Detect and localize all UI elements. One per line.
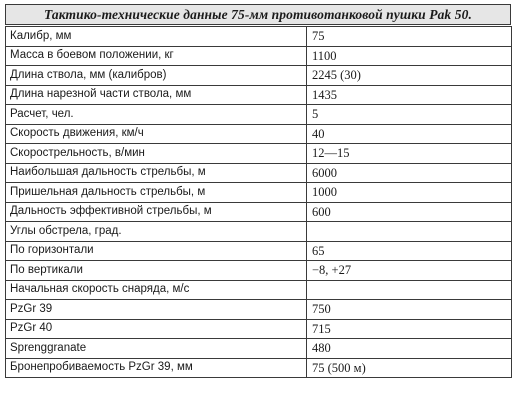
param-label: Калибр, мм xyxy=(6,27,307,47)
param-label: PzGr 39 xyxy=(6,300,307,320)
table-row xyxy=(6,261,512,281)
param-value: 480 xyxy=(307,339,512,359)
param-label: Пришельная дальность стрельбы, м xyxy=(6,183,307,203)
table-row xyxy=(6,46,512,66)
param-value: 12—15 xyxy=(307,144,512,164)
param-label: Масса в боевом положении, кг xyxy=(6,46,307,66)
param-label: Дальность эффективной стрельбы, м xyxy=(6,202,307,222)
param-label: Длина ствола, мм (калибров) xyxy=(6,66,307,86)
table-row xyxy=(6,163,512,183)
param-value: 600 xyxy=(307,202,512,222)
param-value xyxy=(307,280,512,300)
param-value xyxy=(307,222,512,242)
param-value: 40 xyxy=(307,124,512,144)
table-row xyxy=(6,222,512,242)
specs-table xyxy=(5,26,512,378)
param-value: 1000 xyxy=(307,183,512,203)
param-value: 750 xyxy=(307,300,512,320)
table-row xyxy=(6,85,512,105)
table-row xyxy=(6,124,512,144)
param-label: По горизонтали xyxy=(6,241,307,261)
table-row xyxy=(6,202,512,222)
param-label: Начальная скорость снаряда, м/с xyxy=(6,280,307,300)
param-value: 1435 xyxy=(307,85,512,105)
param-label: PzGr 40 xyxy=(6,319,307,339)
param-value: 1100 xyxy=(307,46,512,66)
specs-sheet xyxy=(5,4,511,378)
table-row xyxy=(6,66,512,86)
param-label: Скорость движения, км/ч xyxy=(6,124,307,144)
param-label: По вертикали xyxy=(6,261,307,281)
param-value: 75 xyxy=(307,27,512,47)
table-row xyxy=(6,280,512,300)
table-row xyxy=(6,144,512,164)
table-row xyxy=(6,27,512,47)
param-value: 5 xyxy=(307,105,512,125)
param-value: 715 xyxy=(307,319,512,339)
param-label: Наибольшая дальность стрельбы, м xyxy=(6,163,307,183)
param-label: Длина нарезной части ствола, мм xyxy=(6,85,307,105)
table-row xyxy=(6,339,512,359)
param-value: 75 (500 м) xyxy=(307,358,512,378)
table-row xyxy=(6,105,512,125)
param-value: 2245 (30) xyxy=(307,66,512,86)
table-row xyxy=(6,300,512,320)
param-label: Расчет, чел. xyxy=(6,105,307,125)
param-value: 6000 xyxy=(307,163,512,183)
param-value: −8, +27 xyxy=(307,261,512,281)
table-row xyxy=(6,319,512,339)
table-row xyxy=(6,241,512,261)
specs-table-body xyxy=(6,27,512,378)
table-title: Тактико-технические данные 75-мм противотанковой пушки Pak 50. xyxy=(5,4,511,25)
table-row xyxy=(6,358,512,378)
param-label: Углы обстрела, град. xyxy=(6,222,307,242)
param-label: Sprenggranate xyxy=(6,339,307,359)
table-row xyxy=(6,183,512,203)
param-label: Бронепробиваемость PzGr 39, мм xyxy=(6,358,307,378)
param-value: 65 xyxy=(307,241,512,261)
param-label: Скорострельность, в/мин xyxy=(6,144,307,164)
